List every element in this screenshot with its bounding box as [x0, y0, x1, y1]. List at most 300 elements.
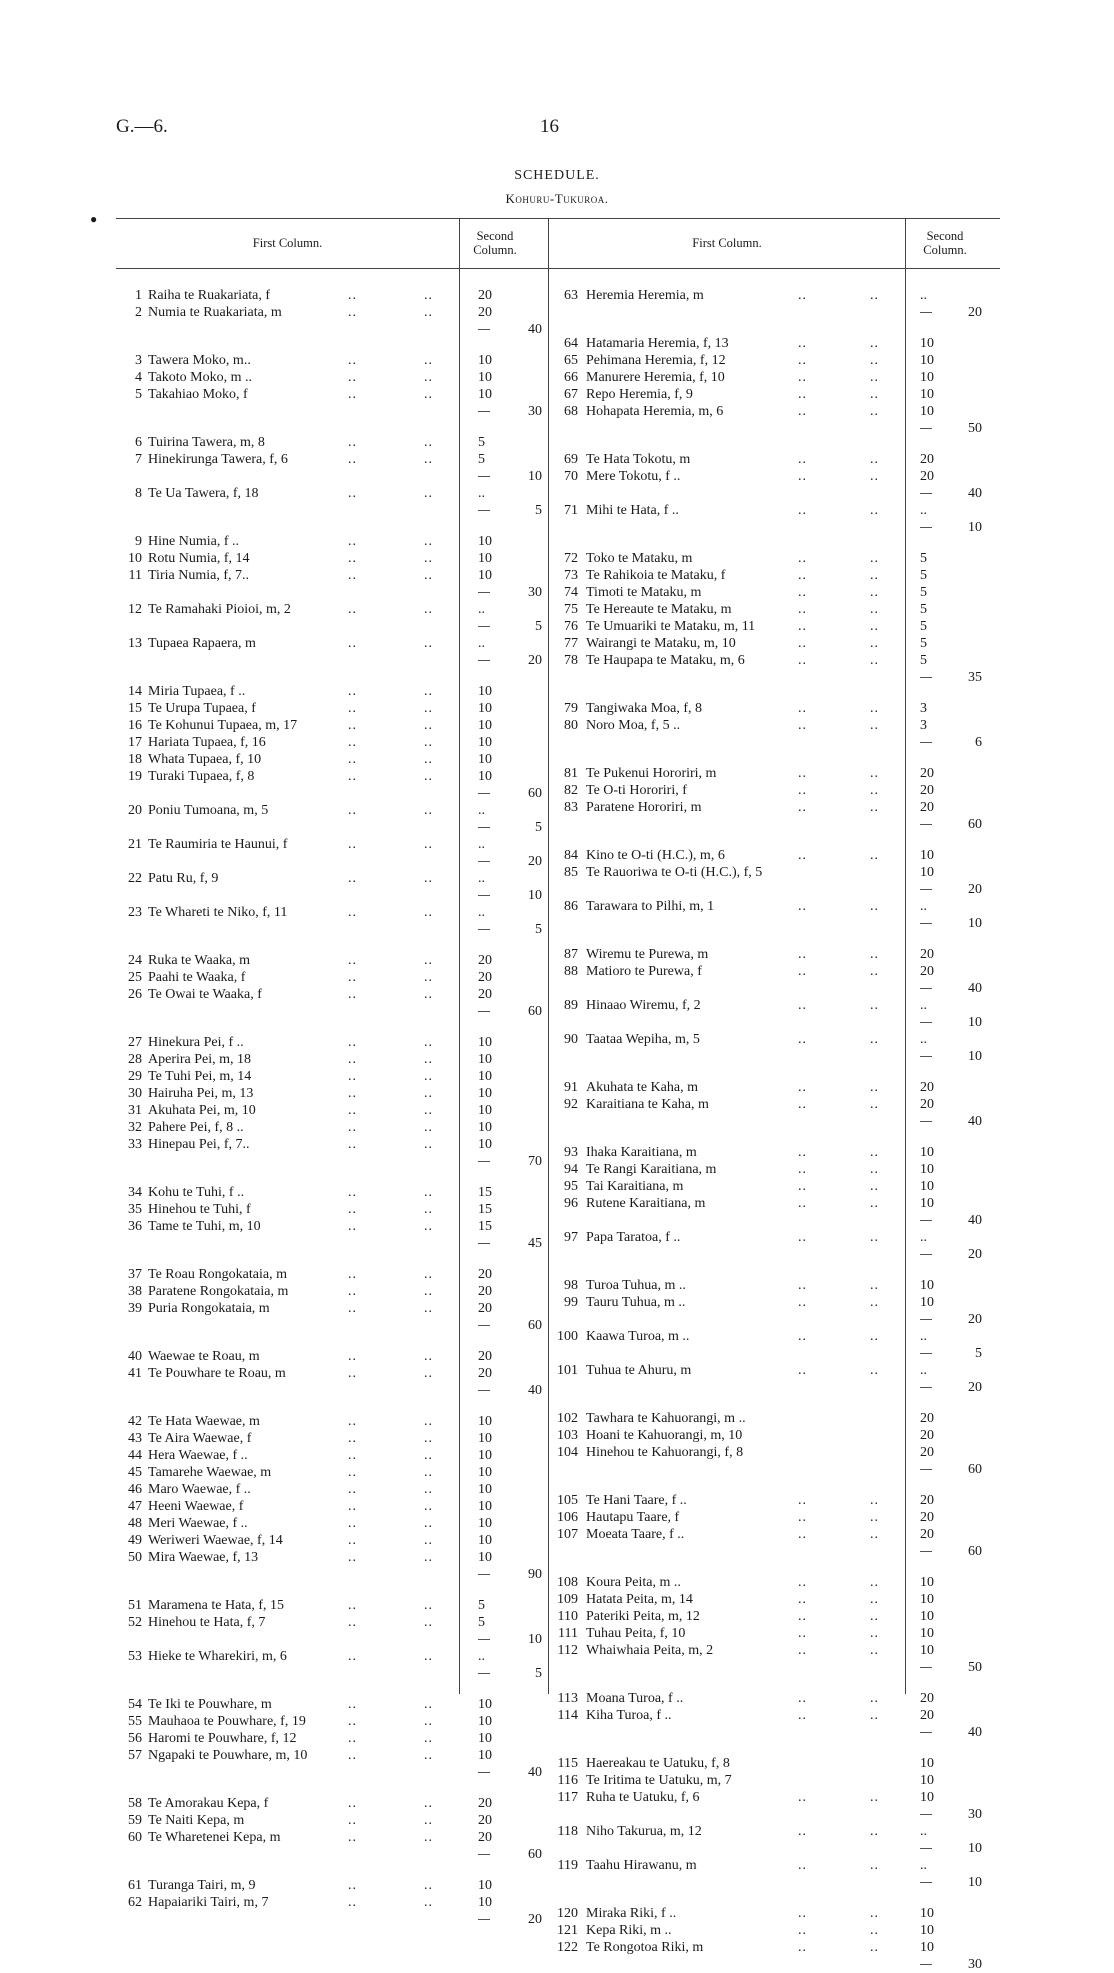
leader-dots: ..: [424, 1284, 433, 1299]
share-value: 10: [920, 1756, 934, 1771]
total-rule: [920, 428, 932, 429]
entry-name: Te Umuariki te Mataku, m, 11: [586, 619, 756, 634]
share-value: 5: [920, 636, 927, 651]
share-value: 10: [920, 1790, 934, 1805]
share-value: 10: [920, 1643, 934, 1658]
entry-number: 15: [128, 701, 142, 716]
share-value: 20: [478, 1349, 492, 1364]
total-rule: [478, 1390, 490, 1391]
share-value: 15: [478, 1219, 492, 1234]
entry-number: 6: [135, 435, 142, 450]
table-row: [548, 386, 948, 403]
leader-dots: ..: [798, 1691, 807, 1706]
leader-dots: ..: [424, 1813, 433, 1828]
entry-number: 50: [128, 1550, 142, 1565]
group-total: 60: [528, 1318, 542, 1333]
leader-dots: ..: [870, 288, 879, 303]
share-value: 10: [478, 1748, 492, 1763]
leader-dots: ..: [870, 1196, 879, 1211]
share-value: 20: [478, 953, 492, 968]
entry-number: 32: [128, 1120, 142, 1135]
leader-dots: ..: [870, 585, 879, 600]
entry-number: 85: [564, 865, 578, 880]
entry-name: Hoani te Kahuorangi, m, 10: [586, 1428, 743, 1443]
entry-name: Tuhua te Ahuru, m: [586, 1363, 692, 1378]
entry-name: Rotu Numia, f, 14: [148, 551, 250, 566]
table-row: [116, 734, 546, 751]
entry-number: 22: [128, 871, 142, 886]
leader-dots: ..: [348, 452, 357, 467]
entry-name: Ihaka Karaitiana, m: [586, 1145, 697, 1160]
entry-name: Tai Karaitiana, m: [586, 1179, 684, 1194]
total-rule: [478, 861, 490, 862]
entry-number: 96: [564, 1196, 578, 1211]
entry-name: Numia te Ruakariata, m: [148, 305, 282, 320]
entry-name: Timoti te Mataku, m: [586, 585, 702, 600]
entry-number: 58: [128, 1796, 142, 1811]
leader-dots: ..: [348, 1482, 357, 1497]
entry-name: Mira Waewae, f, 13: [148, 1550, 259, 1565]
leader-dots: ..: [424, 636, 433, 651]
leader-dots: ..: [798, 998, 807, 1013]
entry-name: Miraka Riki, f ..: [586, 1906, 677, 1921]
share-value: 10: [478, 1731, 492, 1746]
entry-number: 55: [128, 1714, 142, 1729]
group-total: 10: [528, 469, 542, 484]
entry-number: 74: [564, 585, 578, 600]
leader-dots: ..: [424, 1465, 433, 1480]
leader-dots: ..: [348, 636, 357, 651]
entry-name: Papa Taratoa, f ..: [586, 1230, 681, 1245]
leader-dots: ..: [798, 1824, 807, 1839]
entry-number: 76: [564, 619, 578, 634]
leader-dots: ..: [798, 1179, 807, 1194]
share-value: 10: [478, 735, 492, 750]
total-rule: [920, 1469, 932, 1470]
entry-number: 118: [557, 1824, 578, 1839]
share-value: ..: [920, 899, 927, 914]
entry-number: 78: [564, 653, 578, 668]
entry-number: 60: [128, 1830, 142, 1845]
share-value: 5: [920, 585, 927, 600]
leader-dots: ..: [870, 1923, 879, 1938]
group-total: 40: [528, 322, 542, 337]
group-total: 5: [535, 619, 542, 634]
group-total: 10: [968, 1015, 982, 1030]
entry-number: 98: [564, 1278, 578, 1293]
entry-name: Haromi te Pouwhare, f, 12: [148, 1731, 297, 1746]
group-total: 40: [528, 1383, 542, 1398]
group-total: 60: [528, 1004, 542, 1019]
leader-dots: ..: [424, 1301, 433, 1316]
total-rule: [478, 1161, 490, 1162]
leader-dots: ..: [870, 964, 879, 979]
leader-dots: ..: [798, 551, 807, 566]
leader-dots: ..: [424, 1448, 433, 1463]
entry-number: 86: [564, 899, 578, 914]
total-rule: [478, 329, 490, 330]
leader-dots: ..: [870, 551, 879, 566]
group-total: 20: [968, 1247, 982, 1262]
leader-dots: ..: [424, 1796, 433, 1811]
share-value: 10: [478, 387, 492, 402]
leader-dots: ..: [870, 1510, 879, 1525]
entry-name: Wairangi te Mataku, m, 10: [586, 636, 736, 651]
total-rule: [478, 1574, 490, 1575]
leader-dots: ..: [798, 1493, 807, 1508]
group-total: 50: [968, 1660, 982, 1675]
table-row: [116, 1348, 546, 1365]
total-rule: [920, 1220, 932, 1221]
leader-dots: ..: [798, 1609, 807, 1624]
leader-dots: ..: [870, 353, 879, 368]
leader-dots: ..: [348, 1103, 357, 1118]
entry-name: Kino te O-ti (H.C.), m, 6: [586, 848, 725, 863]
share-value: 20: [478, 987, 492, 1002]
table-row: [548, 717, 948, 734]
entry-number: 120: [557, 1906, 578, 1921]
leader-dots: ..: [870, 899, 879, 914]
table-row: [548, 1939, 948, 1956]
share-value: 10: [478, 1137, 492, 1152]
leader-dots: ..: [348, 1052, 357, 1067]
entry-name: Takahiao Moko, f: [148, 387, 248, 402]
group-total: 60: [528, 1847, 542, 1862]
leader-dots: ..: [798, 1626, 807, 1641]
total-rule: [478, 1639, 490, 1640]
entry-number: 45: [128, 1465, 142, 1480]
leader-dots: ..: [798, 585, 807, 600]
entry-name: Hatata Peita, m, 14: [586, 1592, 693, 1607]
table-row: [548, 1096, 948, 1113]
total-rule: [478, 827, 490, 828]
entry-number: 37: [128, 1267, 142, 1282]
group-total: 60: [968, 1544, 982, 1559]
leader-dots: ..: [870, 1609, 879, 1624]
share-value: ..: [920, 1824, 927, 1839]
share-value: 20: [920, 1411, 934, 1426]
leader-dots: ..: [870, 1527, 879, 1542]
leader-dots: ..: [424, 1714, 433, 1729]
leader-dots: ..: [798, 469, 807, 484]
group-total: 90: [528, 1567, 542, 1582]
leader-dots: ..: [348, 602, 357, 617]
total-rule: [920, 1848, 932, 1849]
table-row: [548, 1277, 948, 1294]
table-row: [116, 1300, 546, 1317]
table-row: [116, 635, 546, 652]
group-total: 10: [528, 888, 542, 903]
leader-dots: ..: [348, 435, 357, 450]
entry-name: Moeata Taare, f ..: [586, 1527, 685, 1542]
leader-dots: ..: [870, 602, 879, 617]
share-value: 15: [478, 1202, 492, 1217]
entry-number: 70: [564, 469, 578, 484]
entry-number: 72: [564, 551, 578, 566]
entry-name: Hautapu Taare, f: [586, 1510, 680, 1525]
share-value: 10: [478, 1431, 492, 1446]
share-value: 10: [920, 404, 934, 419]
entry-name: Raiha te Ruakariata, f: [148, 288, 271, 303]
table-row: [548, 1755, 948, 1772]
leader-dots: ..: [798, 1643, 807, 1658]
entry-number: 106: [557, 1510, 578, 1525]
share-value: 20: [920, 783, 934, 798]
entry-number: 69: [564, 452, 578, 467]
entry-name: Pahere Pei, f, 8 ..: [148, 1120, 244, 1135]
leader-dots: ..: [870, 1179, 879, 1194]
leader-dots: ..: [348, 1219, 357, 1234]
leader-dots: ..: [424, 534, 433, 549]
group-total: 20: [528, 854, 542, 869]
second-column-header: Second Column.: [473, 229, 517, 257]
leader-dots: ..: [424, 1516, 433, 1531]
leader-dots: ..: [798, 1510, 807, 1525]
table-row: [548, 352, 948, 369]
table-row: [548, 1161, 948, 1178]
entry-number: 112: [557, 1643, 578, 1658]
share-value: 10: [920, 387, 934, 402]
entry-name: Hatamaria Heremia, f, 13: [586, 336, 729, 351]
share-value: 5: [478, 1615, 485, 1630]
leader-dots: ..: [348, 1301, 357, 1316]
table-row: [548, 1195, 948, 1212]
entry-name: Hinaao Wiremu, f, 2: [586, 998, 701, 1013]
table-row: [548, 946, 948, 963]
leader-dots: ..: [348, 1120, 357, 1135]
table-row: [548, 1789, 948, 1806]
entry-number: 30: [128, 1086, 142, 1101]
entry-name: Hinehou te Kahuorangi, f, 8: [586, 1445, 744, 1460]
entry-number: 38: [128, 1284, 142, 1299]
entry-number: 25: [128, 970, 142, 985]
entry-number: 108: [557, 1575, 578, 1590]
table-row: [548, 1328, 948, 1345]
leader-dots: ..: [424, 905, 433, 920]
entry-name: Te Amorakau Kepa, f: [148, 1796, 269, 1811]
group-total: 10: [968, 520, 982, 535]
entry-name: Hinekirunga Tawera, f, 6: [148, 452, 288, 467]
share-value: 10: [478, 1895, 492, 1910]
group-total: 20: [968, 882, 982, 897]
second-column-header: Second Column.: [923, 229, 967, 257]
leader-dots: ..: [798, 1923, 807, 1938]
entry-number: 49: [128, 1533, 142, 1548]
leader-dots: ..: [348, 987, 357, 1002]
group-total: 10: [968, 1875, 982, 1890]
share-value: 10: [478, 568, 492, 583]
leader-dots: ..: [424, 486, 433, 501]
entry-name: Karaitiana te Kaha, m: [586, 1097, 709, 1112]
leader-dots: ..: [798, 964, 807, 979]
entry-name: Repo Heremia, f, 9: [586, 387, 693, 402]
leader-dots: ..: [348, 534, 357, 549]
total-rule: [478, 929, 490, 930]
leader-dots: ..: [348, 370, 357, 385]
entry-name: Te Roau Rongokataia, m: [148, 1267, 287, 1282]
entry-number: 11: [128, 568, 142, 583]
table-row: [548, 468, 948, 485]
table-row: [548, 550, 948, 567]
table-row: [548, 1772, 948, 1789]
leader-dots: ..: [348, 288, 357, 303]
leader-dots: ..: [870, 387, 879, 402]
table-top-rule: [116, 218, 1000, 219]
leader-dots: ..: [348, 1598, 357, 1613]
share-value: ..: [920, 503, 927, 518]
table-row: [548, 1492, 948, 1509]
share-value: ..: [478, 803, 485, 818]
share-value: 10: [478, 1482, 492, 1497]
table-row: [116, 304, 546, 321]
leader-dots: ..: [424, 602, 433, 617]
share-value: 5: [920, 653, 927, 668]
leader-dots: ..: [348, 1366, 357, 1381]
leader-dots: ..: [424, 370, 433, 385]
entry-number: 93: [564, 1145, 578, 1160]
entry-name: Akuhata te Kaha, m: [586, 1080, 698, 1095]
share-value: 10: [478, 1086, 492, 1101]
leader-dots: ..: [348, 353, 357, 368]
table-row: [116, 1464, 546, 1481]
leader-dots: ..: [798, 1080, 807, 1095]
leader-dots: ..: [348, 1185, 357, 1200]
first-column-header: First Column.: [252, 236, 323, 250]
entry-number: 95: [564, 1179, 578, 1194]
table-row: [548, 847, 948, 864]
leader-dots: ..: [870, 1906, 879, 1921]
entry-number: 2: [135, 305, 142, 320]
entry-number: 33: [128, 1137, 142, 1152]
entry-number: 103: [557, 1428, 578, 1443]
entry-name: Takoto Moko, m ..: [148, 370, 253, 385]
entry-name: Te Rangi Karaitiana, m: [586, 1162, 717, 1177]
entry-name: Mauhaoa te Pouwhare, f, 19: [148, 1714, 306, 1729]
share-value: 10: [478, 1499, 492, 1514]
entry-name: Moana Turoa, f ..: [586, 1691, 684, 1706]
table-row: [116, 836, 546, 853]
leader-dots: ..: [798, 370, 807, 385]
share-value: 10: [478, 1103, 492, 1118]
leader-dots: ..: [424, 1219, 433, 1234]
entry-number: 16: [128, 718, 142, 733]
entry-number: 71: [564, 503, 578, 518]
share-value: 10: [478, 370, 492, 385]
entry-name: Tame te Tuhi, m, 10: [148, 1219, 261, 1234]
entry-name: Weriweri Waewae, f, 14: [148, 1533, 283, 1548]
share-value: 10: [478, 1120, 492, 1135]
table-row: [548, 1823, 948, 1840]
share-value: ..: [478, 486, 485, 501]
entry-number: 18: [128, 752, 142, 767]
table-row: [116, 1085, 546, 1102]
entry-number: 54: [128, 1697, 142, 1712]
table-row: [116, 533, 546, 550]
share-value: 10: [920, 848, 934, 863]
share-value: ..: [478, 602, 485, 617]
entry-name: Meri Waewae, f ..: [148, 1516, 248, 1531]
total-rule: [478, 1243, 490, 1244]
entry-number: 122: [557, 1940, 578, 1955]
leader-dots: ..: [798, 1363, 807, 1378]
table-row: [548, 451, 948, 468]
share-value: 10: [478, 752, 492, 767]
leader-dots: ..: [424, 1086, 433, 1101]
leader-dots: ..: [798, 1097, 807, 1112]
share-value: 5: [920, 602, 927, 617]
entry-name: Noro Moa, f, 5 ..: [586, 718, 681, 733]
leader-dots: ..: [870, 619, 879, 634]
leader-dots: ..: [348, 486, 357, 501]
table-row: [548, 1591, 948, 1608]
entry-name: Hohapata Heremia, m, 6: [586, 404, 724, 419]
share-value: 10: [478, 769, 492, 784]
leader-dots: ..: [798, 619, 807, 634]
entry-number: 44: [128, 1448, 142, 1463]
entry-number: 17: [128, 735, 142, 750]
leader-dots: ..: [870, 1790, 879, 1805]
entry-number: 36: [128, 1219, 142, 1234]
leader-dots: ..: [424, 452, 433, 467]
leader-dots: ..: [348, 305, 357, 320]
leader-dots: ..: [798, 1906, 807, 1921]
entry-name: Te Iki te Pouwhare, m: [148, 1697, 272, 1712]
leader-dots: ..: [798, 1196, 807, 1211]
leader-dots: ..: [870, 998, 879, 1013]
entry-number: 21: [128, 837, 142, 852]
leader-dots: ..: [870, 848, 879, 863]
entry-number: 90: [564, 1032, 578, 1047]
entry-name: Te Owai te Waaka, f: [148, 987, 262, 1002]
share-value: 10: [478, 1465, 492, 1480]
group-total: 5: [535, 820, 542, 835]
total-rule: [478, 1772, 490, 1773]
table-row: [548, 782, 948, 799]
share-value: ..: [478, 1649, 485, 1664]
share-value: 20: [920, 1097, 934, 1112]
table-row: [116, 802, 546, 819]
leader-dots: ..: [870, 1080, 879, 1095]
share-value: 10: [920, 1278, 934, 1293]
total-rule: [920, 1732, 932, 1733]
entry-name: Rutene Karaitiana, m: [586, 1196, 706, 1211]
leader-dots: ..: [424, 1120, 433, 1135]
leader-dots: ..: [798, 1790, 807, 1805]
share-value: 20: [478, 1366, 492, 1381]
leader-dots: ..: [424, 701, 433, 716]
entry-name: Hinehou te Hata, f, 7: [148, 1615, 266, 1630]
leader-dots: ..: [424, 953, 433, 968]
entry-number: 53: [128, 1649, 142, 1664]
leader-dots: ..: [798, 353, 807, 368]
table-row: [548, 1079, 948, 1096]
leader-dots: ..: [870, 1329, 879, 1344]
table-row: [116, 1413, 546, 1430]
leader-dots: ..: [870, 404, 879, 419]
share-value: 5: [920, 551, 927, 566]
share-value: 20: [920, 1445, 934, 1460]
leader-dots: ..: [798, 718, 807, 733]
table-row: [548, 287, 948, 304]
entry-number: 77: [564, 636, 578, 651]
share-value: 10: [478, 1697, 492, 1712]
leader-dots: ..: [348, 1035, 357, 1050]
leader-dots: ..: [424, 1202, 433, 1217]
leader-dots: ..: [870, 701, 879, 716]
leader-dots: ..: [870, 503, 879, 518]
share-value: 20: [920, 964, 934, 979]
leader-dots: ..: [798, 766, 807, 781]
